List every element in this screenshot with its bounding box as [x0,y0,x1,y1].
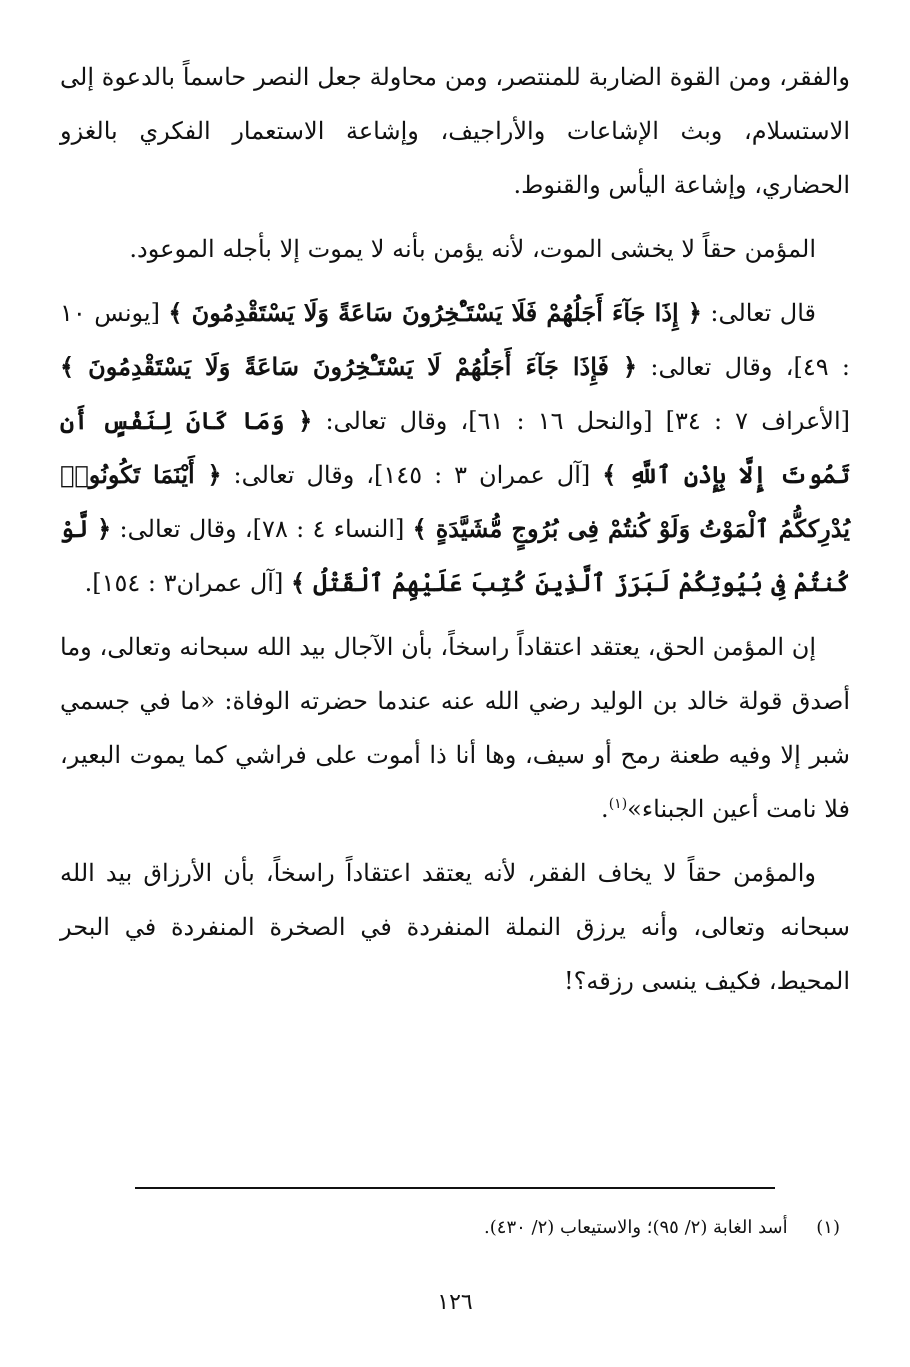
quran-verse-5: ﴿ لَّوْ كُنتُمْ فِى بُيُوتِكُمْ لَبَرَزَ ٱلَّذِينَ كُتِبَ عَلَيْهِمُ ٱلْقَتْلُ ﴾ [60,514,850,597]
paragraph-2-text: المؤمن حقاً لا يخشى الموت، لأنه يؤمن بأنه لا يموت إلا بأجله الموعود. [129,235,816,263]
footnote-number: (١) [816,1217,840,1238]
quran-verse-1: ﴿ إِذَا جَآءَ أَجَلُهُمْ فَلَا يَسْتَـْٔخِرُونَ سَاعَةً وَلَا يَسْتَقْدِمُونَ ﴾ [168,298,702,327]
intro-text: قال تعالى: [701,299,816,327]
citation-4: [النساء ٤ : ٧٨]، وقال تعالى: [111,515,413,543]
paragraph-4-end: . [601,795,609,823]
page-number: ١٢٦ [437,1290,473,1315]
paragraph-1-text: والفقر، ومن القوة الضاربة للمنتصر، ومن محاولة جعل النصر حاسماً بالدعوة إلى الاستسلام، وبث الإشاعات والأراجيف، وإشاعة الاستعمار الفكري بالغزو الحضاري، وإشاعة اليأس والقنوط. [60,63,850,199]
paragraph-5 [60,846,850,1008]
footnote-reference[interactable]: (١) [608,796,628,812]
paragraph-1 [60,50,850,212]
quran-verse-4: ﴿ أَيْنَمَا تَكُونُوا۟ يُدْرِككُّمُ ٱلْمَوْتُ وَلَوْ كُنتُمْ فِى بُرُوجٍ مُّشَيَّدَةٍ ﴾ [60,460,851,543]
citation-5: [آل عمران٣ : ١٥٤]. [84,569,291,597]
footnote [484,1214,840,1242]
citation-1: [يونس ١٠ : ٤٩]، وقال تعالى: [60,299,851,381]
quran-verse-3: ﴿ وَمَا كَانَ لِنَفْسٍ أَن تَمُوتَ إِلَّا بِإِذْنِ ٱللَّهِ ﴾ [60,406,851,489]
paragraph-4-text: إن المؤمن الحق، يعتقد اعتقاداً راسخاً، بأن الآجال بيد الله سبحانه وتعالى، وما أصدق قولة خالد بن الوليد رضي الله عنه عندما حضرته الوفاة: «ما في جسمي شبر إلا وفيه طعنة رمح أو سيف، وها أنا ذا أموت على فراشي كما يموت البعير، فلا نامت أعين الجبناء» [60,633,850,823]
paragraph-4 [60,620,850,836]
paragraph-2 [60,222,850,276]
paragraph-5-text: والمؤمن حقاً لا يخاف الفقر، لأنه يعتقد اعتقاداً راسخاً، بأن الأرزاق بيد الله سبحانه وتعالى، وأنه يرزق النملة المنفردة في الصخرة المنفردة في البحر المحيط، فكيف ينسى رزقه؟! [60,859,850,995]
page-body [60,50,850,1327]
footnote-text: أسد الغابة (٢/ ٩٥)؛ والاستيعاب (٢/ ٤٣٠). [484,1217,788,1238]
footnote-divider [135,1187,775,1189]
paragraph-3-quran-citations [60,286,850,610]
quran-verse-2: ﴿ فَإِذَا جَآءَ أَجَلُهُمْ لَا يَسْتَـْٔخِرُونَ سَاعَةً وَلَا يَسْتَقْدِمُونَ ﴾ [60,352,638,381]
citation-2: [الأعراف ٧ : ٣٤] [والنحل ١٦ : ٦١]، وقال تعالى: [312,407,851,435]
citation-3: [آل عمران ٣ : ١٤٥]، وقال تعالى: [221,461,603,489]
